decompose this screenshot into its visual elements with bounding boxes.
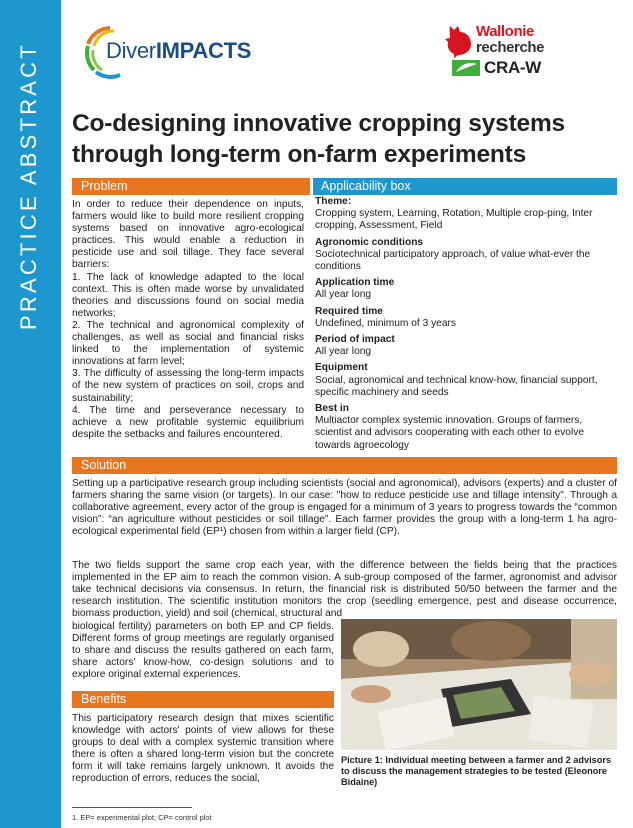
problem-barrier-4: 4. The time and perseverance necessary to achieve a new profitable systemic equilibrium despite the setbacks and failures encountered. — [72, 404, 304, 440]
app-heading-equipment: Equipment — [315, 362, 368, 374]
section-benefits: Benefits — [72, 691, 334, 708]
wallonie-recherche-logo — [444, 20, 604, 86]
problem-barrier-2: 2. The technical and agronomical complexity of challenges, as well as social and financial risks linked to the implementation of systemic innovations at farm level; — [72, 319, 304, 368]
app-value-equipment: Social, agronomical and technical know-how, financial support, specific machinery and seeds — [315, 374, 598, 398]
app-value-theme: Cropping system, Learning, Rotation, Multiple crop-ping, Inter cropping, Assessment, Field — [315, 208, 593, 232]
leaf-icon — [452, 60, 480, 76]
problem-barrier-1: 1. The lack of knowledge adapted to the local context. This is often made worse by unvalidated theories and discussions found on social media networks; — [72, 271, 304, 319]
problem-barrier-3: 3. The difficulty of assessing the long-term impacts of the new system of practices on soil, crops and sustainability; — [72, 368, 304, 404]
app-value-period-impact: All year long — [315, 346, 372, 358]
section-problem: Problem — [72, 178, 310, 195]
app-heading-application-time: Application time — [315, 277, 395, 289]
section-solution: Solution — [72, 457, 617, 474]
app-value-agronomic: Sociotechnical participatory approach, of value what-ever the conditions — [315, 248, 591, 273]
section-applicability: Applicability box — [313, 178, 617, 195]
app-heading-period-impact: Period of impact — [315, 334, 395, 346]
app-heading-theme: Theme: — [315, 196, 352, 207]
recherche-text: recherche — [476, 39, 545, 56]
applicability-box — [315, 196, 615, 452]
footnote: 1. EP= experimental plot; CP= control plot — [72, 813, 212, 822]
app-heading-agronomic: Agronomic conditions — [315, 236, 424, 248]
solution-text-2a: The two fields support the same crop each year, with the difference between the fields being that the practices implemented in the EP aim to reach the common vision. A sub-group composed of the farmer, agronomist and advisor take technical decisions via consensus. In return, the financial risk is distributed 50/50 between the farmer and the research institution. The scientific institution monitors the crop (seedling emergence, pest and disease occurrence, biomass production, yield) and soil (chemical, structural and — [72, 560, 617, 620]
app-heading-required-time: Required time — [315, 305, 383, 317]
cra-w-text: CRA-W — [484, 58, 542, 77]
problem-text — [72, 199, 304, 441]
photo-caption: Picture 1: Individual meeting between a farmer and 2 advisors to discuss the management strategies to be tested (Eleonore Bidaine) — [341, 755, 612, 787]
page-title: Co-designing innovative cropping systems through long-term on-farm experiments — [72, 110, 565, 168]
benefits-text: This participatory research design that mixes scientific knowledge with actors' points of view allows for these groups to deal with a complex systemic transition where there is often a shared long-term vision but the concrete form it will take remains largely unknown. It avoids the reproduction of errors, reduces the social, — [72, 713, 334, 785]
diverimpacts-logo — [80, 22, 250, 82]
side-label: PRACTICE ABSTRACT — [16, 42, 41, 330]
diverimpacts-prefix: Diver — [106, 38, 156, 63]
meeting-photo-illustration — [341, 619, 617, 750]
footnote-divider — [72, 807, 192, 808]
app-value-best-in: Multiactor complex systemic innovation. Groups of farmers, scientist and advisors cooperating with each other to evolve towards agroecology — [315, 415, 584, 451]
solution-text-1: Setting up a participative research group including scientists (social and agronomical), advisors (experts) and a cluster of farmers sharing the same vision (or targets). In our case: "how to reduce pesticide use and tillage intensity". Through a collaborative agreement, every actor of the group is engaged for a minimum of 3 years to progress towards the “common vision”: “an agriculture without pesticides or soil tillage”. Each farmer provides the group with a long-term 1 ha agro-ecological experimental field (EP¹) chosen from within a larger field (CP). — [72, 478, 617, 538]
wallonie-text: Wallonie — [476, 23, 534, 40]
app-value-required-time: Undefined, minimum of 3 years — [315, 317, 456, 329]
app-heading-best-in: Best in — [315, 403, 349, 415]
meeting-photo — [341, 619, 617, 750]
app-value-application-time: All year long — [315, 289, 372, 301]
diverimpacts-suffix: IMPACTS — [155, 38, 252, 63]
diverimpacts-wordmark — [106, 38, 251, 64]
problem-intro: In order to reduce their dependence on inputs, farmers would like to build more resilient cropping systems based on innovative agro-ecological practices. This would enable a reduction in pesticide use and soil tillage. They face several barriers: — [72, 199, 304, 271]
solution-text-2b: biological fertility) parameters on both EP and CP fields. Different forms of group meetings are regularly organised to share and discuss the results gathered on each farm, share actors' know-how, co-design solutions and to explore original external experiences. — [72, 621, 334, 681]
rooster-icon — [444, 24, 474, 58]
